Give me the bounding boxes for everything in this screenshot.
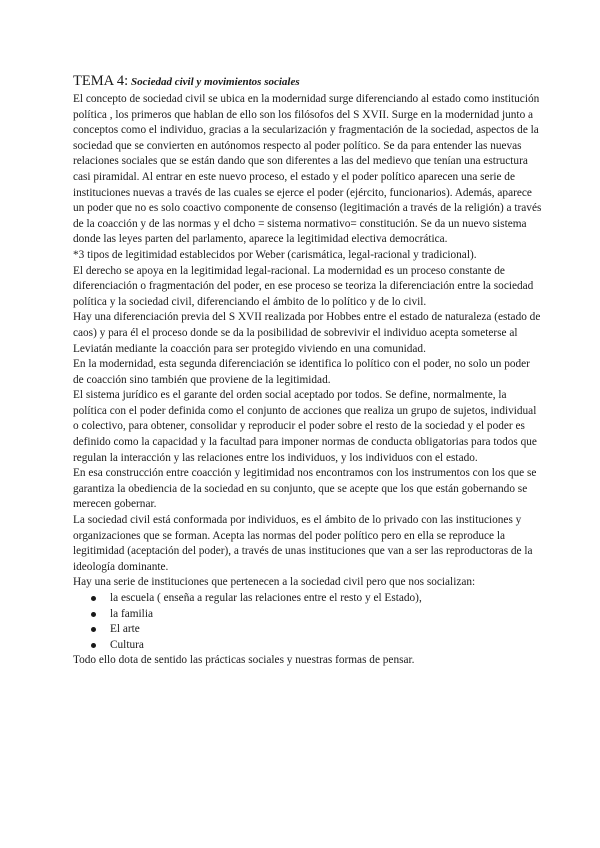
bullet-icon xyxy=(91,643,96,648)
paragraph-hobbes: Hay una diferenciación previa del S XVII realizada por Hobbes entre el estado de naturaleza (estado de caos) y para él el proceso donde se da la posibilidad de sobrevivir el individuo acepta someterse al Leviatán mediante la coacción para ser protegido viviendo en una comunidad. xyxy=(73,311,541,355)
list-item-text: la escuela ( enseña a regular las relaciones entre el resto y el Estado), xyxy=(110,592,422,604)
page-title xyxy=(73,73,543,91)
paragraph-sistema-juridico: El sistema jurídico es el garante del orden social aceptado por todos. Se define, normalmente, la política con el poder definida como el conjunto de acciones que realiza un grupo de sujetos, individual o colectivo, para obtener, consolidar y reproducir el poder sobre el resto de la sociedad y el poder es definido como la capacidad y la facultad para imponer normas de conducta obligatorias para todos que regulan la interacción y las relaciones entre los individuos, y los individuos con el estado. xyxy=(73,389,537,464)
paragraph-weber: *3 tipos de legitimidad establecidos por Weber (carismática, legal-racional y tradicional). xyxy=(73,248,477,261)
institutions-list xyxy=(73,591,543,653)
paragraph-closing: Todo ello dota de sentido las prácticas sociales y nuestras formas de pensar. xyxy=(73,654,415,667)
list-item xyxy=(110,622,543,638)
paragraph-derecho: El derecho se apoya en la legitimidad legal-racional. La modernidad es un proceso constante de diferenciación o fragmentación del poder, en ese proceso se teoriza la diferenciación entre la sociedad política y la sociedad civil, diferenciando el ámbito de lo político y de lo civil. xyxy=(73,264,534,308)
title-subtitle: Sociedad civil y movimientos sociales xyxy=(131,76,300,88)
paragraph-modernidad: En la modernidad, esta segunda diferenciación se identifica lo político con el poder, no solo un poder de coacción sino también que proviene de la legitimidad. xyxy=(73,358,530,386)
list-item xyxy=(110,591,543,607)
bullet-icon xyxy=(91,627,96,632)
bullet-icon xyxy=(91,596,96,601)
paragraph-instituciones: Hay una serie de instituciones que pertenecen a la sociedad civil pero que nos socializan: xyxy=(73,576,476,589)
bullet-icon xyxy=(91,612,96,617)
list-item xyxy=(110,638,543,654)
title-main: TEMA 4: xyxy=(73,73,129,89)
list-item-text: la familia xyxy=(110,607,153,620)
document-body xyxy=(73,73,543,669)
paragraph-sociedad-civil: La sociedad civil está conformada por individuos, es el ámbito de lo privado con las instituciones y organizaciones que se forman. Acepta las normas del poder político pero en ella se reproduce la legitimidad (aceptación del poder), a través de unas instituciones que van a ser las reproductoras de la ideología dominante. xyxy=(73,514,533,573)
paragraph-coaccion-legitimidad: En esa construcción entre coacción y legitimidad nos encontramos con los instrumentos con los que se garantiza la obediencia de la sociedad en su conjunto, que se acepte que los que están gobernando se merecen gobernar. xyxy=(73,467,537,511)
list-item xyxy=(110,607,543,623)
paragraph-intro: El concepto de sociedad civil se ubica en la modernidad surge diferenciando al estado como institución política , los primeros que hablan de ello son los filósofos del S XVII. Surge en la modernidad junto a conceptos como el individuo, gracias a la secularización y fragmentación de la sociedad, aspectos de la sociedad que se convierten en autónomos respecto al poder político. Se da para entender las nuevas relaciones sociales que se están dando que son diferentes a las del medievo que tenían una estructura casi piramidal. Al entrar en este nuevo proceso, el estado y el poder político aparecen una serie de instituciones nuevas a través de las cuales se ejerce el poder (ejército, funcionarios). Además, aparece un poder que no es solo coactivo componente de consenso (legitimación a través de la religión) a través de la coacción y de las normas y el dcho = sistema normativo= constitución. Se da un nuevo sistema donde las leyes parten del parlamento, aparece la legitimidad electiva democrática. xyxy=(73,93,542,246)
list-item-text: Cultura xyxy=(110,638,144,651)
list-item-text: El arte xyxy=(110,623,140,636)
